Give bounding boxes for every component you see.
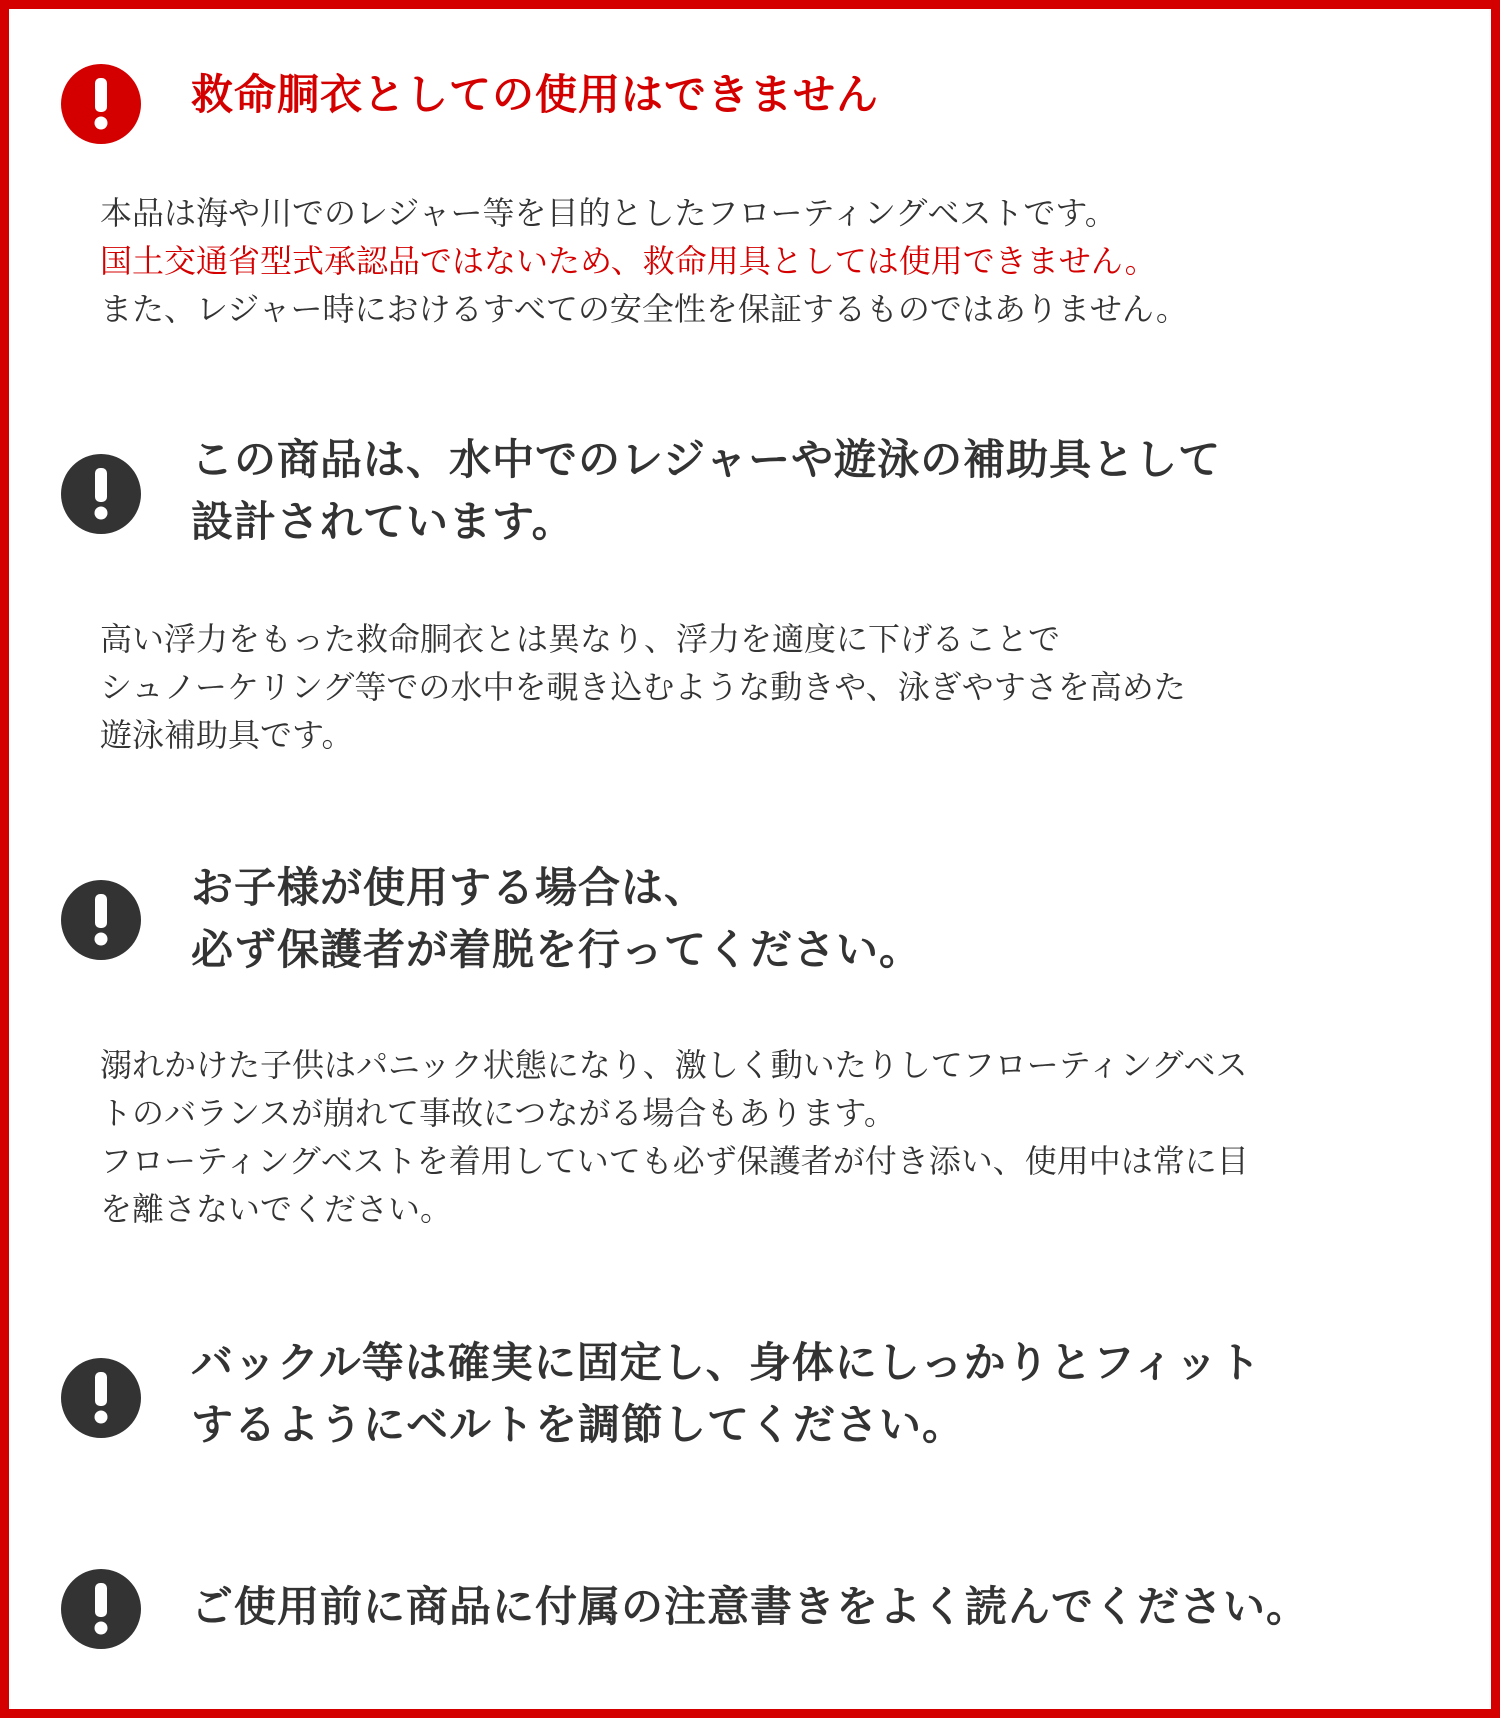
exclamation-icon bbox=[61, 1358, 141, 1438]
heading-line: バックル等は確実に固定し、身体にしっかりとフィット bbox=[191, 1338, 1262, 1387]
section-heading bbox=[191, 429, 1221, 553]
body-line-emphasis: 国土交通省型式承認品ではないため、救命用具としては使用できません。 bbox=[100, 242, 1157, 280]
heading-line: この商品は、水中でのレジャーや遊泳の補助具として bbox=[191, 435, 1222, 484]
heading-line: ご使用前に商品に付属の注意書きをよく読んでください。 bbox=[191, 1582, 1310, 1631]
exclamation-icon bbox=[61, 880, 141, 960]
body-line: を離さないでください。 bbox=[100, 1190, 453, 1228]
heading-line: お子様が使用する場合は、 bbox=[191, 863, 708, 912]
body-line: 溺れかけた子供はパニック状態になり、激しく動いたりしてフローティングベス bbox=[100, 1046, 1248, 1084]
section-heading bbox=[191, 1332, 1261, 1456]
heading-line: 設計されています。 bbox=[191, 497, 575, 546]
body-line: シュノーケリング等での水中を覗き込むような動きや、泳ぎやすさを高めた bbox=[100, 668, 1186, 706]
section-body bbox=[100, 1041, 1249, 1233]
body-line: トのバランスが崩れて事故につながる場合もあります。 bbox=[100, 1094, 896, 1132]
section-heading bbox=[191, 64, 879, 126]
body-line: 遊泳補助具です。 bbox=[100, 716, 354, 754]
section-body bbox=[100, 615, 1186, 759]
body-line: 高い浮力をもった救命胴衣とは異なり、浮力を適度に下げることで bbox=[100, 620, 1061, 658]
heading-line: 救命胴衣としての使用はできません bbox=[191, 70, 880, 119]
section-heading bbox=[191, 1576, 1309, 1638]
exclamation-icon bbox=[61, 1569, 141, 1649]
section-body bbox=[100, 189, 1188, 333]
heading-line: 必ず保護者が着脱を行ってください。 bbox=[191, 925, 923, 974]
section-heading bbox=[191, 857, 922, 981]
exclamation-icon bbox=[61, 454, 141, 534]
exclamation-icon bbox=[61, 64, 141, 144]
body-line: 本品は海や川でのレジャー等を目的としたフローティングベストです。 bbox=[100, 194, 1117, 232]
body-line: フローティングベストを着用していても必ず保護者が付き添い、使用中は常に目 bbox=[100, 1142, 1249, 1180]
heading-line: するようにベルトを調節してください。 bbox=[191, 1400, 966, 1449]
body-line: また、レジャー時におけるすべての安全性を保証するものではありません。 bbox=[100, 290, 1188, 328]
